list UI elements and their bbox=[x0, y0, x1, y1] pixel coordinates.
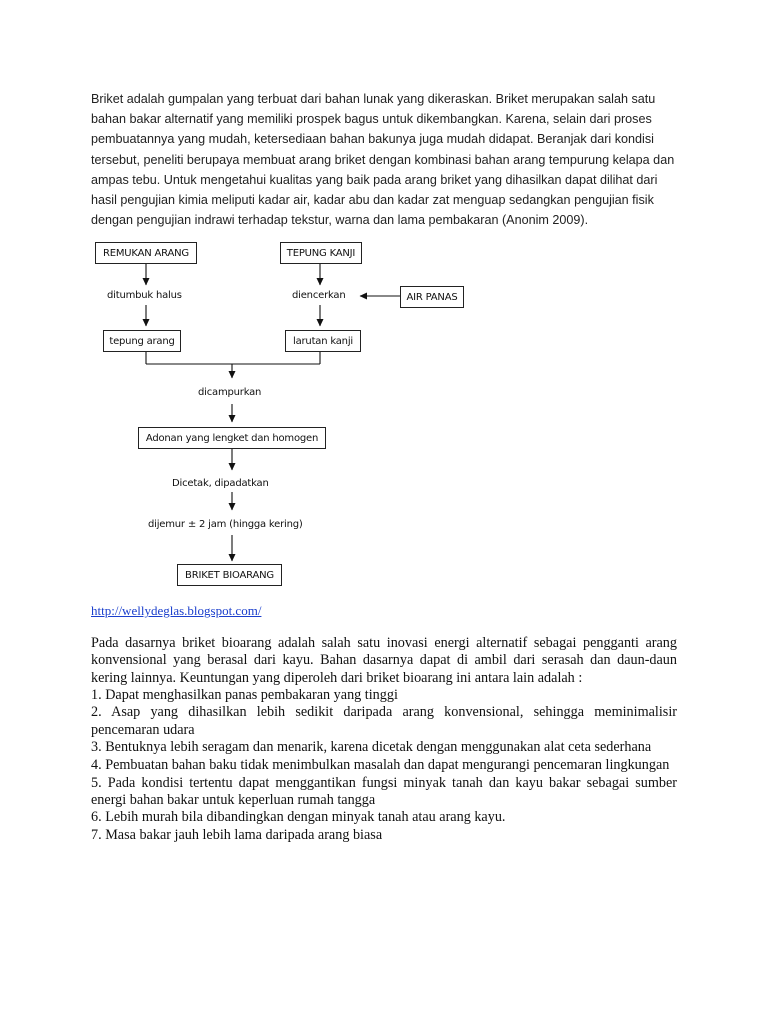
source-link[interactable]: http://wellydeglas.blogspot.com/ bbox=[91, 603, 262, 618]
node-briket-bioarang: BRIKET BIOARANG bbox=[177, 564, 282, 586]
node-adonan: Adonan yang lengket dan homogen bbox=[138, 427, 326, 449]
step-dicampurkan: dicampurkan bbox=[198, 387, 262, 398]
node-tepung-arang: tepung arang bbox=[103, 330, 181, 352]
list-item: 7. Masa bakar jauh lebih lama daripada arang biasa bbox=[91, 827, 383, 844]
intro-paragraph: Briket adalah gumpalan yang terbuat dari bahan lunak yang dikeraskan. Briket merupakan salah satu bahan bakar alternatif yang memiliki prospek bagus untuk dikembangkan. Karena, selain dari proses pembuatannya yang mudah, ketersediaan bahan bakunya juga mudah didapat. Beranjak dari kondisi tersebut, peneliti berupaya membuat arang briket dengan kombinasi bahan arang tempurung kelapa dan ampas tebu. Untuk mengetahui kualitas yang baik pada arang briket yang dihasilkan dapat dilihat dari hasil pengujian kimia meliputi kadar air, kadar abu dan kadar zat menguap sedangkan pengujian fisik dengan pengujian indrawi terhadap tekstur, warna dan lama pembakaran (Anonim 2009). bbox=[91, 92, 675, 228]
node-larutan-kanji: larutan kanji bbox=[285, 330, 361, 352]
advantages-list bbox=[91, 687, 677, 844]
step-diencerkan: diencerkan bbox=[292, 290, 346, 301]
step-dicetak-dipadatkan: Dicetak, dipadatkan bbox=[172, 478, 269, 489]
list-item: 3. Bentuknya lebih seragam dan menarik, karena dicetak dengan menggunakan alat ceta sederhana bbox=[91, 739, 652, 756]
list-item: 4. Pembuatan bahan baku tidak menimbulkan masalah dan dapat mengurangi pencemaran lingkungan bbox=[91, 756, 670, 773]
step-ditumbuk-halus: ditumbuk halus bbox=[107, 290, 182, 301]
node-remukan-arang: REMUKAN ARANG bbox=[95, 242, 197, 264]
list-item: 1. Dapat menghasilkan panas pembakaran yang tinggi bbox=[91, 686, 398, 703]
body-paragraph: Pada dasarnya briket bioarang adalah salah satu inovasi energi alternatif sebagai pengganti arang konvensional yang berasal dari kayu. Bahan dasarnya dapat di ambil dari serasah dan daun-daun kering lainnya. Keuntungan yang diperoleh dari briket bioarang ini antara lain adalah : bbox=[91, 635, 677, 686]
node-air-panas: AIR PANAS bbox=[400, 286, 464, 308]
list-item: 5. Pada kondisi tertentu dapat menggantikan fungsi minyak tanah dan kayu bakar sebagai sumber energi bahan bakar untuk keperluan rumah tangga bbox=[91, 774, 677, 808]
step-dijemur: dijemur ± 2 jam (hingga kering) bbox=[148, 519, 303, 530]
node-tepung-kanji: TEPUNG KANJI bbox=[280, 242, 362, 264]
list-item: 6. Lebih murah bila dibandingkan dengan minyak tanah atau arang kayu. bbox=[91, 809, 506, 826]
body-section bbox=[91, 635, 677, 845]
list-item: 2. Asap yang dihasilkan lebih sedikit daripada arang konvensional, sehingga meminimalisir pencemaran udara bbox=[91, 704, 677, 738]
